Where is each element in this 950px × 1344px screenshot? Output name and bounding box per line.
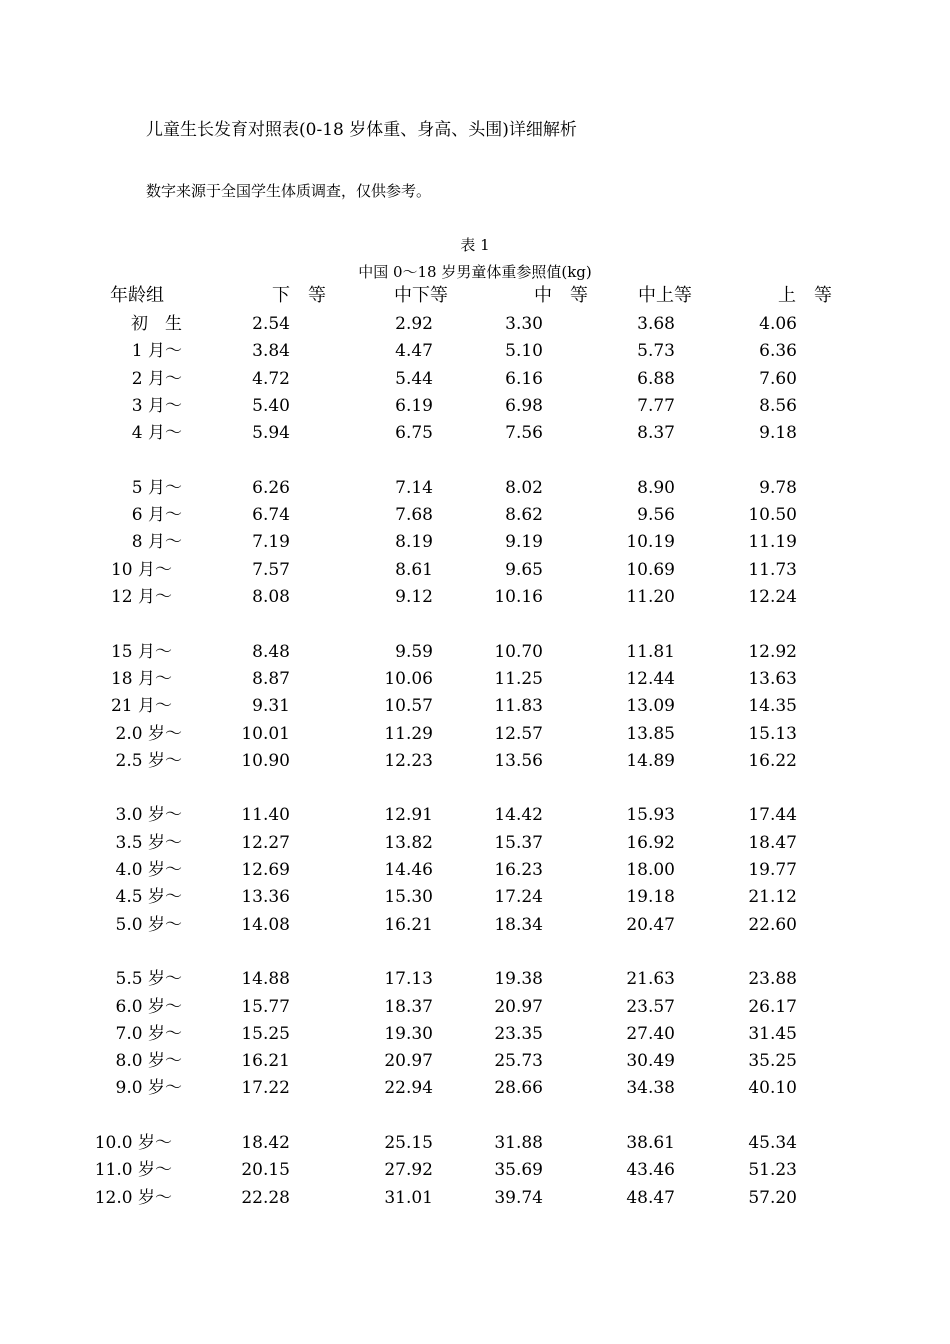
weight-value-cell: 23.57 bbox=[626, 996, 675, 1017]
weight-value-cell: 15.25 bbox=[241, 1023, 290, 1044]
weight-value-cell: 2.54 bbox=[252, 314, 290, 334]
weight-value-cell: 27.92 bbox=[384, 1160, 433, 1181]
weight-value-cell: 8.02 bbox=[505, 477, 543, 498]
weight-value-cell: 43.46 bbox=[626, 1160, 675, 1181]
weight-value-cell: 10.01 bbox=[241, 723, 290, 744]
weight-value-cell: 18.37 bbox=[384, 996, 433, 1017]
weight-value-cell: 12.92 bbox=[748, 641, 797, 662]
weight-value-cell: 21.63 bbox=[626, 969, 675, 990]
weight-value-cell: 2.92 bbox=[395, 314, 433, 334]
weight-value-cell: 20.97 bbox=[494, 996, 543, 1017]
weight-value-cell: 17.44 bbox=[748, 805, 797, 826]
weight-value-cell: 12.23 bbox=[384, 750, 433, 771]
weight-value-cell: 22.60 bbox=[748, 914, 797, 935]
table-caption: 中国 0～18 岁男童体重参照值(kg) bbox=[358, 263, 592, 281]
weight-value-cell: 15.77 bbox=[241, 996, 290, 1017]
age-group-cell: 1 月～ bbox=[131, 341, 182, 362]
weight-value-cell: 6.16 bbox=[505, 368, 543, 389]
weight-value-cell: 6.74 bbox=[252, 505, 290, 526]
weight-value-cell: 18.42 bbox=[241, 1133, 290, 1153]
weight-value-cell: 30.49 bbox=[626, 1051, 675, 1072]
weight-value-cell: 10.69 bbox=[626, 559, 675, 580]
weight-value-cell: 4.72 bbox=[252, 368, 290, 389]
weight-value-cell: 9.78 bbox=[759, 477, 797, 498]
weight-value-cell: 8.56 bbox=[759, 395, 797, 416]
weight-value-cell: 8.62 bbox=[505, 505, 543, 526]
weight-value-cell: 10.90 bbox=[241, 750, 290, 771]
weight-value-cell: 14.89 bbox=[626, 750, 675, 771]
weight-value-cell: 7.14 bbox=[395, 477, 433, 498]
weight-value-cell: 9.18 bbox=[759, 423, 797, 444]
age-group-cell: 21 月～ bbox=[110, 696, 172, 717]
weight-value-cell: 7.77 bbox=[637, 395, 675, 416]
weight-value-cell: 20.97 bbox=[384, 1051, 433, 1072]
weight-value-cell: 19.77 bbox=[748, 860, 797, 880]
weight-value-cell: 22.94 bbox=[384, 1078, 433, 1099]
weight-value-cell: 13.63 bbox=[748, 668, 797, 689]
weight-value-cell: 19.30 bbox=[384, 1023, 433, 1044]
weight-value-cell: 17.22 bbox=[241, 1078, 290, 1099]
weight-value-cell: 11.19 bbox=[748, 532, 797, 553]
age-group-cell: 4.0 岁～ bbox=[115, 860, 182, 880]
weight-value-cell: 9.59 bbox=[395, 641, 433, 662]
weight-value-cell: 10.06 bbox=[384, 668, 433, 689]
age-group-cell: 5 月～ bbox=[131, 477, 182, 498]
weight-value-cell: 14.08 bbox=[241, 914, 290, 935]
age-group-cell: 3.0 岁～ bbox=[115, 805, 182, 826]
weight-value-cell: 18.34 bbox=[494, 914, 543, 935]
age-group-cell: 2 月～ bbox=[131, 368, 182, 389]
age-group-cell: 4 月～ bbox=[131, 423, 182, 444]
age-group-cell: 3 月～ bbox=[131, 395, 182, 416]
weight-value-cell: 48.47 bbox=[626, 1187, 675, 1208]
weight-value-cell: 15.30 bbox=[384, 887, 433, 908]
weight-value-cell: 5.40 bbox=[252, 395, 290, 416]
weight-value-cell: 20.47 bbox=[626, 914, 675, 935]
weight-value-cell: 15.13 bbox=[748, 723, 797, 744]
weight-value-cell: 3.30 bbox=[505, 314, 543, 334]
weight-value-cell: 13.56 bbox=[494, 750, 543, 771]
weight-value-cell: 15.93 bbox=[626, 805, 675, 826]
weight-value-cell: 18.00 bbox=[626, 860, 675, 880]
weight-value-cell: 5.94 bbox=[252, 423, 290, 444]
table-label: 表 1 bbox=[460, 236, 490, 254]
weight-value-cell: 7.19 bbox=[252, 532, 290, 553]
weight-value-cell: 6.98 bbox=[505, 395, 543, 416]
weight-value-cell: 14.46 bbox=[384, 860, 433, 880]
age-group-cell: 7.0 岁～ bbox=[115, 1023, 182, 1044]
weight-value-cell: 35.69 bbox=[494, 1160, 543, 1181]
column-header: 上 等 bbox=[778, 285, 832, 306]
weight-value-cell: 12.69 bbox=[241, 860, 290, 880]
weight-value-cell: 14.42 bbox=[494, 805, 543, 826]
weight-value-cell: 3.84 bbox=[252, 341, 290, 362]
weight-value-cell: 40.10 bbox=[748, 1078, 797, 1099]
weight-value-cell: 17.13 bbox=[384, 969, 433, 990]
weight-value-cell: 9.31 bbox=[252, 696, 290, 717]
age-group-cell: 11.0 岁～ bbox=[94, 1160, 172, 1181]
weight-value-cell: 31.45 bbox=[748, 1023, 797, 1044]
weight-value-cell: 12.24 bbox=[748, 587, 797, 607]
weight-value-cell: 12.57 bbox=[494, 723, 543, 744]
weight-value-cell: 19.38 bbox=[494, 969, 543, 990]
weight-value-cell: 7.60 bbox=[759, 368, 797, 389]
weight-value-cell: 35.25 bbox=[748, 1051, 797, 1072]
weight-value-cell: 57.20 bbox=[748, 1187, 797, 1208]
weight-value-cell: 12.91 bbox=[384, 805, 433, 826]
weight-value-cell: 51.23 bbox=[748, 1160, 797, 1181]
weight-value-cell: 26.17 bbox=[748, 996, 797, 1017]
column-header: 下 等 bbox=[272, 285, 326, 306]
weight-value-cell: 10.57 bbox=[384, 696, 433, 717]
weight-value-cell: 14.35 bbox=[748, 696, 797, 717]
age-group-cell: 4.5 岁～ bbox=[115, 887, 182, 908]
weight-value-cell: 15.37 bbox=[494, 832, 543, 853]
weight-value-cell: 6.19 bbox=[395, 395, 433, 416]
weight-value-cell: 8.87 bbox=[252, 668, 290, 689]
weight-value-cell: 9.56 bbox=[637, 505, 675, 526]
weight-value-cell: 10.50 bbox=[748, 505, 797, 526]
weight-value-cell: 9.19 bbox=[505, 532, 543, 553]
column-header: 中 等 bbox=[534, 285, 588, 306]
column-header: 年龄组 bbox=[110, 285, 164, 306]
weight-value-cell: 14.88 bbox=[241, 969, 290, 990]
weight-value-cell: 20.15 bbox=[241, 1160, 290, 1181]
age-group-cell: 3.5 岁～ bbox=[115, 832, 182, 853]
age-group-cell: 12 月～ bbox=[110, 587, 172, 607]
weight-value-cell: 9.65 bbox=[505, 559, 543, 580]
age-group-cell: 8 月～ bbox=[131, 532, 182, 553]
weight-value-cell: 19.18 bbox=[626, 887, 675, 908]
weight-value-cell: 12.27 bbox=[241, 832, 290, 853]
weight-value-cell: 13.82 bbox=[384, 832, 433, 853]
weight-value-cell: 13.85 bbox=[626, 723, 675, 744]
age-group-cell: 10.0 岁～ bbox=[94, 1133, 172, 1153]
weight-value-cell: 13.36 bbox=[241, 887, 290, 908]
weight-value-cell: 23.88 bbox=[748, 969, 797, 990]
weight-value-cell: 11.73 bbox=[748, 559, 797, 580]
weight-value-cell: 31.88 bbox=[494, 1133, 543, 1153]
weight-value-cell: 25.73 bbox=[494, 1051, 543, 1072]
column-header: 中下等 bbox=[394, 285, 448, 306]
weight-value-cell: 16.22 bbox=[748, 750, 797, 771]
weight-value-cell: 3.68 bbox=[637, 314, 675, 334]
weight-value-cell: 8.48 bbox=[252, 641, 290, 662]
weight-value-cell: 4.47 bbox=[395, 341, 433, 362]
weight-value-cell: 11.40 bbox=[241, 805, 290, 826]
weight-value-cell: 8.37 bbox=[637, 423, 675, 444]
weight-value-cell: 7.68 bbox=[395, 505, 433, 526]
age-group-cell: 2.5 岁～ bbox=[115, 750, 182, 771]
weight-value-cell: 8.08 bbox=[252, 587, 290, 607]
age-group-cell: 12.0 岁～ bbox=[94, 1187, 172, 1208]
weight-value-cell: 12.44 bbox=[626, 668, 675, 689]
weight-value-cell: 6.75 bbox=[395, 423, 433, 444]
age-group-cell: 8.0 岁～ bbox=[115, 1051, 182, 1072]
weight-value-cell: 17.24 bbox=[494, 887, 543, 908]
age-group-cell: 初 生 bbox=[131, 314, 182, 334]
weight-value-cell: 16.21 bbox=[384, 914, 433, 935]
column-header: 中上等 bbox=[638, 285, 692, 306]
age-group-cell: 5.5 岁～ bbox=[115, 969, 182, 990]
weight-value-cell: 11.29 bbox=[384, 723, 433, 744]
weight-value-cell: 18.47 bbox=[748, 832, 797, 853]
document-title: 儿童生长发育对照表(0-18 岁体重、身高、头围)详细解析 bbox=[146, 120, 577, 140]
weight-value-cell: 5.73 bbox=[637, 341, 675, 362]
weight-value-cell: 38.61 bbox=[626, 1133, 675, 1153]
age-group-cell: 6 月～ bbox=[131, 505, 182, 526]
weight-value-cell: 6.36 bbox=[759, 341, 797, 362]
weight-value-cell: 11.25 bbox=[494, 668, 543, 689]
weight-value-cell: 23.35 bbox=[494, 1023, 543, 1044]
weight-value-cell: 10.19 bbox=[626, 532, 675, 553]
age-group-cell: 18 月～ bbox=[110, 668, 172, 689]
age-group-cell: 5.0 岁～ bbox=[115, 914, 182, 935]
weight-value-cell: 11.81 bbox=[626, 641, 675, 662]
weight-value-cell: 39.74 bbox=[494, 1187, 543, 1208]
age-group-cell: 9.0 岁～ bbox=[115, 1078, 182, 1099]
weight-value-cell: 11.20 bbox=[626, 587, 675, 607]
source-note: 数字来源于全国学生体质调查，仅供参考。 bbox=[146, 182, 432, 200]
age-group-cell: 15 月～ bbox=[110, 641, 172, 662]
weight-value-cell: 16.92 bbox=[626, 832, 675, 853]
weight-value-cell: 7.57 bbox=[252, 559, 290, 580]
age-group-cell: 2.0 岁～ bbox=[115, 723, 182, 744]
age-group-cell: 6.0 岁～ bbox=[115, 996, 182, 1017]
weight-value-cell: 16.21 bbox=[241, 1051, 290, 1072]
weight-value-cell: 5.10 bbox=[505, 341, 543, 362]
weight-value-cell: 22.28 bbox=[241, 1187, 290, 1208]
weight-value-cell: 9.12 bbox=[395, 587, 433, 607]
age-group-cell: 10 月～ bbox=[110, 559, 172, 580]
weight-value-cell: 11.83 bbox=[494, 696, 543, 717]
weight-value-cell: 10.16 bbox=[494, 587, 543, 607]
weight-value-cell: 4.06 bbox=[759, 314, 797, 334]
weight-value-cell: 31.01 bbox=[384, 1187, 433, 1208]
weight-value-cell: 6.88 bbox=[637, 368, 675, 389]
weight-value-cell: 13.09 bbox=[626, 696, 675, 717]
weight-value-cell: 25.15 bbox=[384, 1133, 433, 1153]
weight-value-cell: 21.12 bbox=[748, 887, 797, 908]
weight-value-cell: 34.38 bbox=[626, 1078, 675, 1099]
weight-value-cell: 5.44 bbox=[395, 368, 433, 389]
weight-value-cell: 6.26 bbox=[252, 477, 290, 498]
weight-value-cell: 7.56 bbox=[505, 423, 543, 444]
weight-value-cell: 8.90 bbox=[637, 477, 675, 498]
weight-value-cell: 45.34 bbox=[748, 1133, 797, 1153]
weight-value-cell: 8.61 bbox=[395, 559, 433, 580]
weight-value-cell: 8.19 bbox=[395, 532, 433, 553]
weight-value-cell: 28.66 bbox=[494, 1078, 543, 1099]
weight-value-cell: 16.23 bbox=[494, 860, 543, 880]
weight-value-cell: 10.70 bbox=[494, 641, 543, 662]
weight-value-cell: 27.40 bbox=[626, 1023, 675, 1044]
